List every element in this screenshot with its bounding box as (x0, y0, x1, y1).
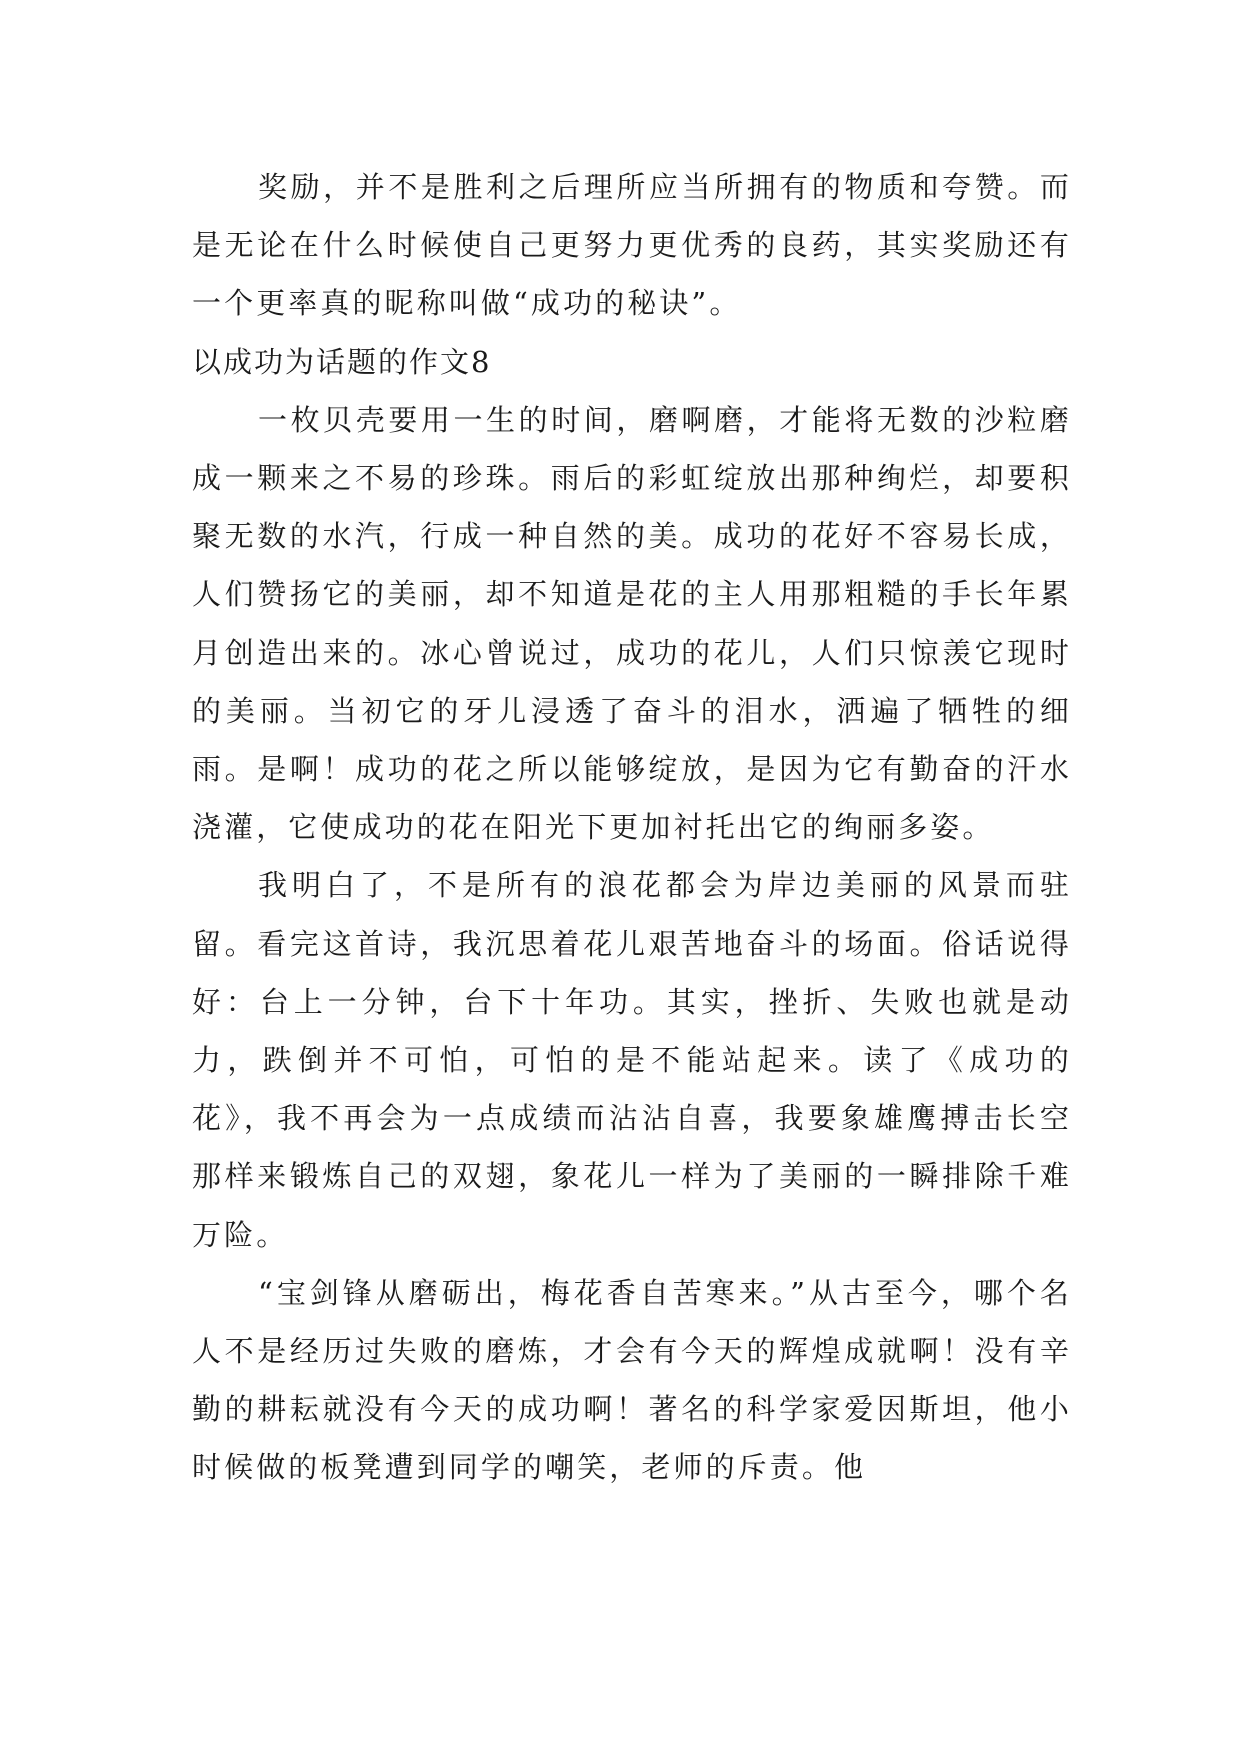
paragraph-understanding: 我明白了，不是所有的浪花都会为岸边美丽的风景而驻留。看完这首诗，我沉思着花儿艰苦地奋斗的场面。俗话说得好：台上一分钟，台下十年功。其实，挫折、失败也就是动力，跌倒并不可怕，可怕的是不能站起来。读了《成功的花》，我不再会为一点成绩而沾沾自喜，我要象雄鹰搏击长空那样来锻炼自己的双翅，象花儿一样为了美丽的一瞬排除千难万险。 (192, 868, 1072, 1252)
paragraph-sword-plum: “宝剑锋从磨砺出，梅花香自苦寒来。”从古至今，哪个名人不是经历过失败的磨炼，才会有今天的辉煌成就啊！没有辛勤的耕耘就没有今天的成功啊！著名的科学家爱因斯坦，他小时候做的板凳遭到同学的嘲笑，老师的斥责。他 (192, 1275, 1072, 1485)
paragraph-shell-pearl: 一枚贝壳要用一生的时间，磨啊磨，才能将无数的沙粒磨成一颗来之不易的珍珠。雨后的彩虹绽放出那种绚烂，却要积聚无数的水汽，行成一种自然的美。成功的花好不容易长成，人们赞扬它的美丽，却不知道是花的主人用那粗糙的手长年累月创造出来的。冰心曾说过，成功的花儿，人们只惊羡它现时的美丽。当初它的牙儿浸透了奋斗的泪水，洒遍了牺牲的细雨。是啊！成功的花之所以能够绽放，是因为它有勤奋的汗水浇灌，它使成功的花在阳光下更加衬托出它的绚丽多姿。 (192, 402, 1072, 845)
essay-heading: 以成功为话题的作文8 (192, 344, 492, 379)
document-page (192, 158, 1072, 1497)
paragraph-reward: 奖励，并不是胜利之后理所应当所拥有的物质和夸赞。而是无论在什么时候使自己更努力更优秀的良药，其实奖励还有一个更率真的昵称叫做“成功的秘诀”。 (192, 170, 1072, 321)
